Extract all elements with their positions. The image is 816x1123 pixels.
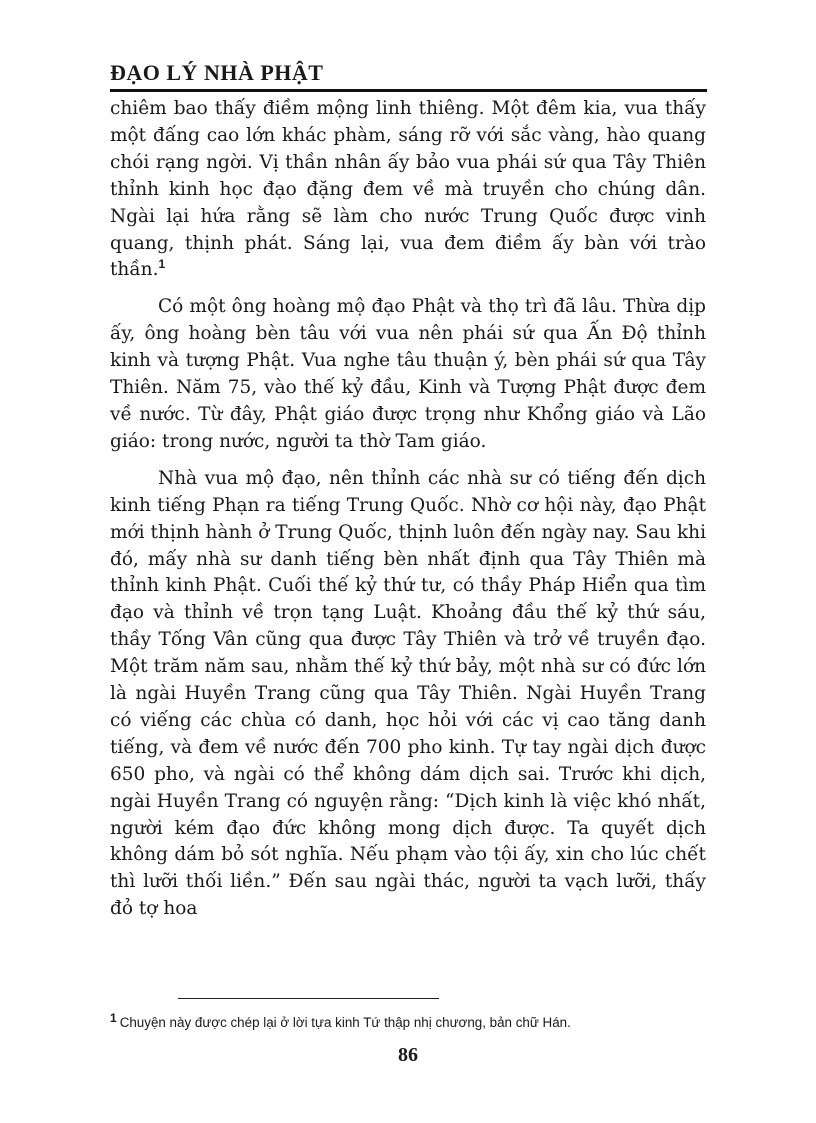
header-rule	[110, 89, 707, 92]
footnote-text: Chuyện này được chép lại ở lời tựa kinh Tứ thập nhị chương, bản chữ Hán.	[119, 1015, 571, 1030]
paragraph-3: Nhà vua mộ đạo, nên thỉnh các nhà sư có tiếng đến dịch kinh tiếng Phạn ra tiếng Trung Quốc. Nhờ cơ hội này, đạo Phật mới thịnh hành ở Trung Quốc, thịnh luôn đến ngày nay. Sau khi đó, mấy nhà sư danh tiếng bèn nhất định qua Tây Thiên mà thỉnh kinh Phật. Cuối thế kỷ thứ tư, có thầy Pháp Hiển qua tìm đạo và thỉnh về trọn tạng Luật. Khoảng đầu thế kỷ thứ sáu, thầy Tống Vân cũng qua được Tây Thiên và trở về truyền đạo. Một trăm năm sau, nhằm thế kỷ thứ bảy, một nhà sư có đức lớn là ngài Huyền Trang cũng qua Tây Thiên. Ngài Huyền Trang có viếng các chùa có danh, học hỏi với các vị cao tăng danh tiếng, và đem về nước đến 700 pho kinh. Tự tay ngài dịch được 650 pho, và ngài có thể không dám dịch sai. Trước khi dịch, ngài Huyền Trang có nguyện rằng: “Dịch kinh là việc khó nhất, người kém đạo đức không mong dịch được. Ta quyết dịch không dám bỏ sót nghĩa. Nếu phạm vào tội ấy, xin cho lúc chết thì lưỡi thối liền.” Đến sau ngài thác, người ta vạch lưỡi, thấy đỏ tợ hoa	[110, 467, 706, 920]
footnote	[110, 1010, 710, 1030]
paragraph-2: Có một ông hoàng mộ đạo Phật và thọ trì đã lâu. Thừa dịp ấy, ông hoàng bèn tâu với vua nên phái sứ qua Ấn Độ thỉnh kinh và tượng Phật. Vua nghe tâu thuận ý, bèn phái sứ qua Tây Thiên. Năm 75, vào thế kỷ đầu, Kinh và Tượng Phật được đem về nước. Từ đây, Phật giáo được trọng như Khổng giáo và Lão giáo: trong nước, người ta thờ Tam giáo.	[110, 296, 706, 452]
page-number: 86	[398, 1044, 418, 1066]
footnote-separator	[178, 998, 439, 999]
footnote-reference: 1	[158, 257, 166, 272]
running-header-title: ĐẠO LÝ NHÀ PHẬT	[110, 60, 324, 85]
body-text	[110, 96, 706, 923]
paragraph-1	[110, 96, 706, 284]
footnote-mark: 1	[110, 1010, 117, 1025]
paragraph-1-text: chiêm bao thấy điềm mộng linh thiêng. Một đêm kia, vua thấy một đấng cao lớn khác phàm, sáng rỡ với sắc vàng, hào quang chói rạng ngời. Vị thần nhân ấy bảo vua phái sứ qua Tây Thiên thỉnh kinh học đạo đặng đem về mà truyền cho chúng dân. Ngài lại hứa rằng sẽ làm cho nước Trung Quốc được vinh quang, thịnh phát. Sáng lại, vua đem điềm ấy bàn với trào thần.	[110, 98, 706, 281]
